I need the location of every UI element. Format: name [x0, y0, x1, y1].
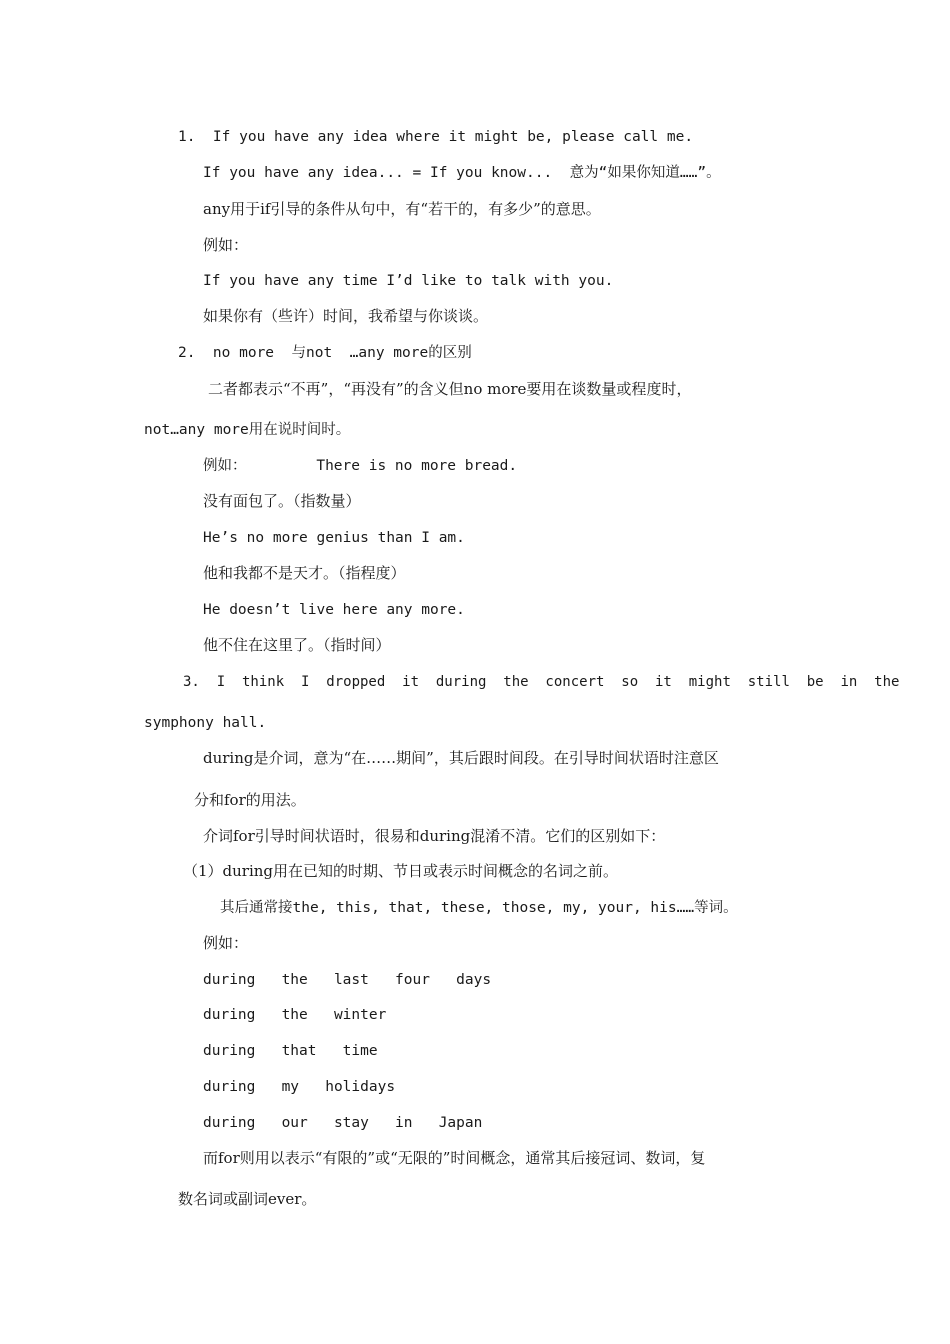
item-2-heading: 2. no more 与not …any more的区别	[178, 345, 472, 361]
translation-line: 没有面包了。（指数量）	[203, 492, 361, 510]
text-line: any用于if引导的条件从句中，有“若干的，有多少”的意思。	[203, 200, 601, 218]
example-phrase: during that time	[203, 1043, 378, 1059]
example-phrase: during my holidays	[203, 1079, 396, 1095]
text-line: 介词for引导时间状语时，很易和during混淆不清。它们的区别如下：	[203, 827, 666, 845]
translation-line: 他和我都不是天才。（指程度）	[203, 564, 406, 582]
example-label: 例如：	[203, 236, 249, 254]
translation-line: 他不住在这里了。（指时间）	[203, 636, 391, 654]
translation-line: 如果你有（些许）时间，我希望与你谈谈。	[203, 307, 489, 325]
text-line: If you have any idea... = If you know... 意为“如果你知道……”。	[203, 165, 721, 181]
text-line: 而for则用以表示“有限的”或“无限的”时间概念，通常其后接冠词、数词，复	[203, 1149, 706, 1167]
example-sentence: He doesn’t live here any more.	[203, 602, 465, 618]
text-line: 数名词或副词ever。	[178, 1190, 317, 1208]
item-1-heading: 1. If you have any idea where it might be, please call me.	[178, 129, 694, 145]
text-line: 分和for的用法。	[194, 791, 306, 809]
sub-item-1: （1）during用在已知的时期、节日或表示时间概念的名词之前。	[183, 862, 619, 880]
item-3-heading: 3. I think I dropped it during the concert so it might still be in the	[183, 674, 900, 690]
example-sentence: If you have any time I’d like to talk with you.	[203, 273, 614, 289]
text-line: not…any more用在说时间时。	[144, 422, 351, 438]
text-line: symphony hall.	[144, 715, 267, 731]
example-phrase: during the winter	[203, 1007, 387, 1023]
text-line: 其后通常接the, this, that, these, those, my, your, his……等词。	[220, 900, 738, 916]
text-line: 二者都表示“不再”，“再没有”的含义但no more要用在谈数量或程度时，	[208, 380, 692, 398]
example-line: 例如： There is no more bread.	[203, 458, 518, 474]
example-label: 例如：	[203, 934, 249, 952]
example-sentence: He’s no more genius than I am.	[203, 530, 465, 546]
example-phrase: during our stay in Japan	[203, 1115, 483, 1131]
text-line: during是介词，意为“在……期间”，其后跟时间段。在引导时间状语时注意区	[203, 749, 719, 767]
example-phrase: during the last four days	[203, 972, 492, 988]
